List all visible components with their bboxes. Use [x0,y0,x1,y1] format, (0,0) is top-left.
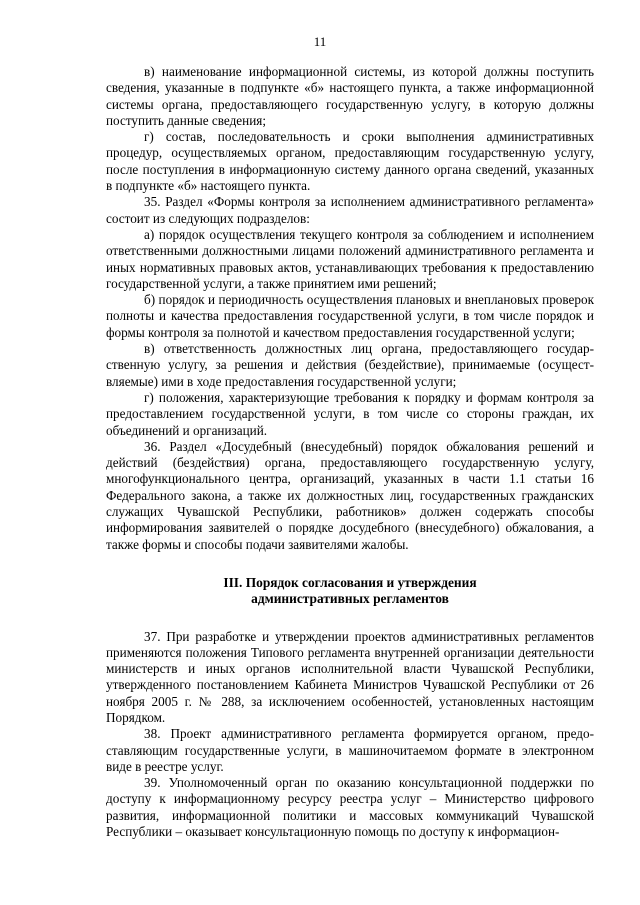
paragraph-35-b: б) порядок и периодичность осуществления плановых и внеплановых проверок полноты и качества предоставления государственной услуги, в том числе порядок и формы контроля за полнотой и качеством предоставления государственной услуги; [106,292,594,340]
section-heading-line-2: административных регламентов [251,591,449,607]
paragraph-38: 38. Проект административного регламента формируется органом, предоставляющим государственные услуги, в машиночитаемом формате в электронном виде в реестре услуг. [106,726,594,774]
page-number: 11 [313,34,327,49]
paragraph-34-g: г) состав, последовательность и сроки выполнения административных процедур, осуществляемых органом, предоставляющим государственную услугу, после поступления в информационную систему данного органа сведений, указанных в подпункте «б» настоящего пункта. [106,129,594,194]
paragraph-36: 36. Раздел «Досудебный (внесудебный) порядок обжалования решений и действий (бездействия) органа, предоставляющего государственную услугу, многофункционального центра, организаций, указанных в части 1.1 статьи 16 Федерального закона, а также их должностных лиц, государственных гражданских служащих Чувашской Республики, работников» должен содержать способы информирования заявителей о порядке досудебного (внесудебного) обжалования, а также формы и способы подачи заявителями жалобы. [106,438,594,552]
paragraph-35: 35. Раздел «Формы контроля за исполнением административного регламента» состоит из следующих подразделов: [106,194,594,226]
paragraph-37: 37. При разработке и утверждении проектов административных регламентов применяются положения Типового регламента внутренней организации деятельности министерств и иных органов исполнительной власти Чувашской Республики, утвержденного постановлением Кабинета Министров Чувашской Республики от 26 ноября 2005 г. № 288, за исключением особенностей, установленных настоящим Порядком. [106,628,594,725]
section-heading-line-1: III. Порядок согласования и утверждения [223,574,477,590]
paragraph-35-g: г) положения, характеризующие требования к порядку и формам контроля за предоставлением государственной услуги, в том числе со стороны граждан, их объединений и организаций. [106,389,594,438]
paragraph-35-a: а) порядок осуществления текущего контроля за соблюдением и исполнением ответственными должностными лицами положений административного регламента и иных нормативных правовых актов, устанавливающих требования к предоставлению государственной услуги, а также принятием ими решений; [106,226,594,291]
paragraph-35-v: в) ответственность должностных лиц органа, предоставляющего государственную услугу, за решения и действия (бездействие), принимаемые (осуществляемые) ими в ходе предоставления государственной услуги; [106,341,594,389]
section-heading [106,575,594,608]
paragraph-34-v: в) наименование информационной системы, из которой должны поступить сведения, указанные в подпункте «б» настоящего пункта, а также информационной системы органа, предоставляющего государственную услугу, в которую должны поступить данные сведения; [106,64,594,128]
paragraph-39: 39. Уполномоченный орган по оказанию консультационной поддержки по доступу к информационному ресурсу реестра услуг – Министерство цифрового развития, информационной политики и массовых коммуникаций Чувашской Республики – оказывает консультационную помощь по доступу к информацион- [106,775,594,840]
document-body [106,64,594,840]
